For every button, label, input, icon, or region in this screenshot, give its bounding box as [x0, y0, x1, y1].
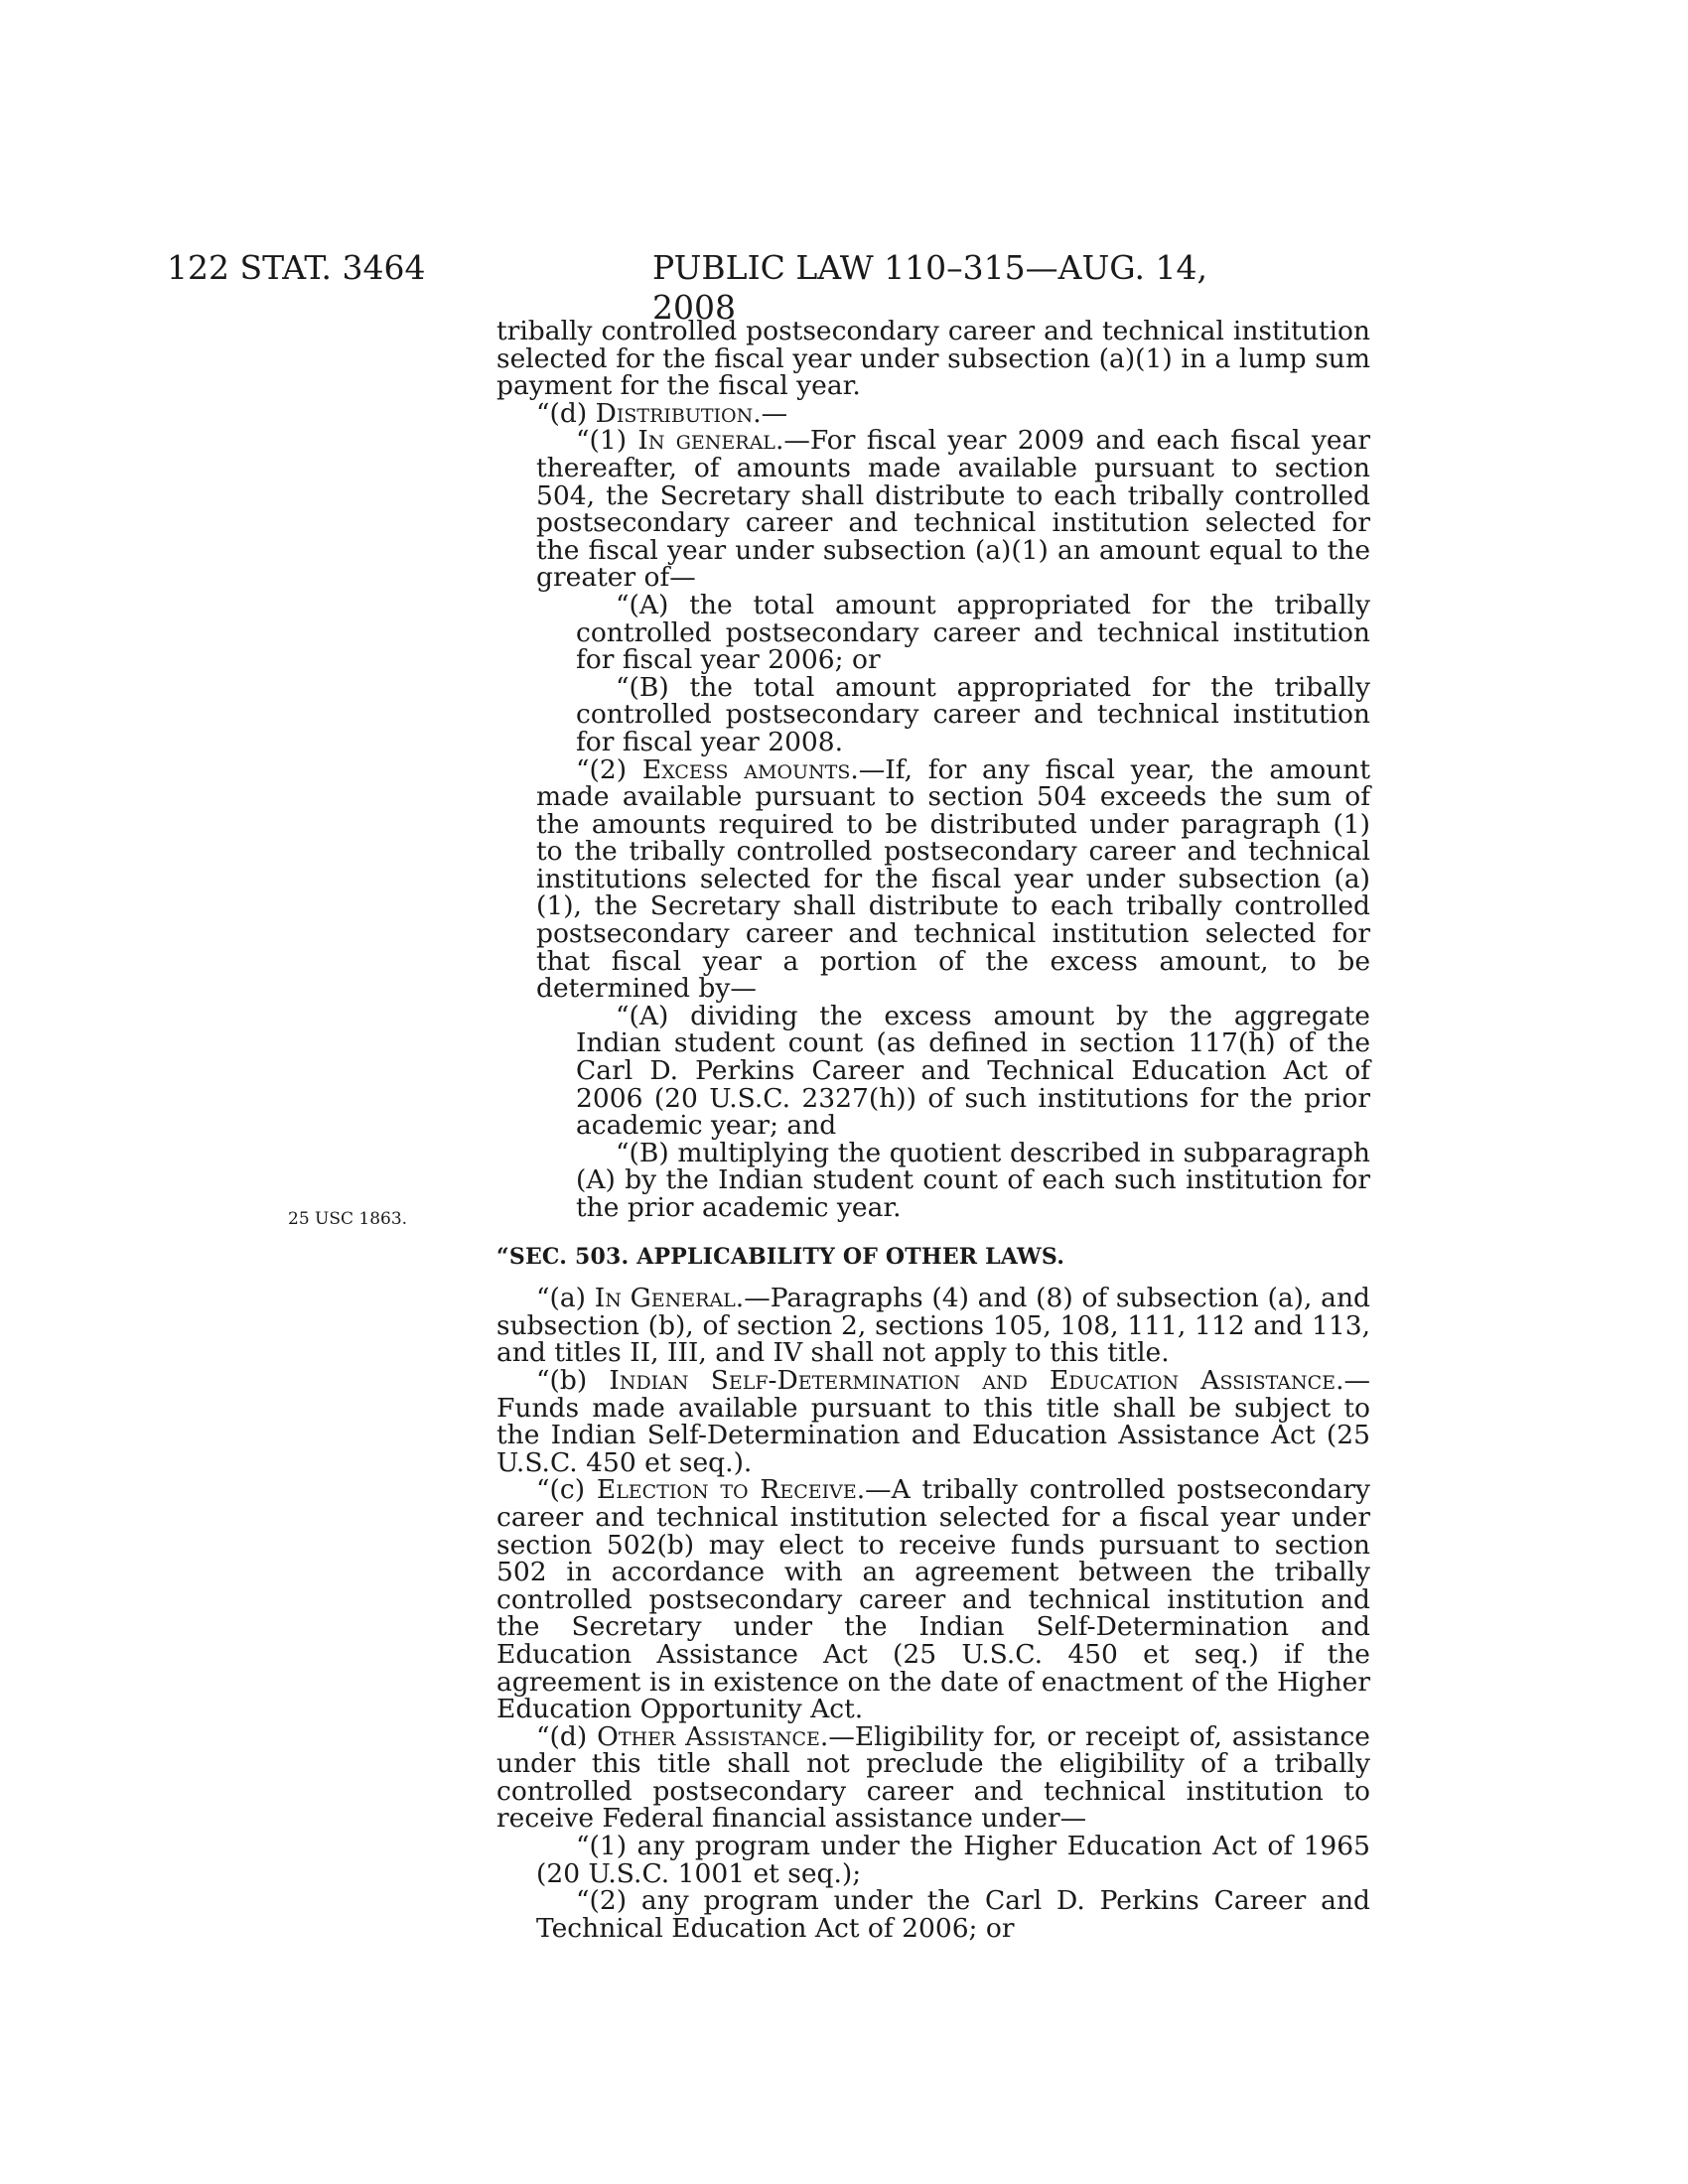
subparagraph-d2b: “(B) multiplying the quotient described in subparagraph (A) by the Indian student count of each such institution for the prior academic year.	[576, 1137, 1370, 1223]
subsection-d-number: “(d)	[536, 397, 588, 429]
subsection-d-other-title: Other Assistance	[597, 1720, 820, 1752]
paragraph-d2-title: Excess amounts	[641, 753, 851, 785]
paragraph-d1-number: “(1)	[576, 425, 628, 457]
subsection-a-title: In General	[594, 1283, 736, 1314]
subsection-d-dash: .—	[753, 397, 788, 429]
paragraph-d2-text: .—If, for any fiscal year, the amount made available pursuant to section 504 exceeds the sum of the amounts required to be distributed under paragraph (1) to the tribally controlled postsecondary career and technical institutions selected for the fiscal year under subsection (a)(1), the Secretary shall distribute to each tribally controlled postsecondary career and technical institution selected for that fiscal year a portion of the excess amount, to be determined by—	[536, 753, 1370, 1005]
public-law-citation: PUBLIC LAW 110–315—AUG. 14, 2008	[652, 248, 1207, 327]
subsection-d-other	[496, 1720, 1370, 1835]
paragraph-d1	[496, 427, 1370, 592]
subsection-d-title: Distribution	[595, 397, 754, 429]
subsection-b-number: “(b)	[536, 1364, 588, 1396]
subsection-d-other-number: “(d)	[536, 1720, 588, 1752]
subsection-a-text: .—Paragraphs (4) and (8) of subsection (a), and subsection (b), of section 2, sections 105, 108, 111, 112 and 113, and titles II, III, and IV shall not apply to this title.	[496, 1283, 1370, 1369]
document-body	[496, 318, 1370, 1942]
running-header	[167, 248, 1217, 327]
subparagraph-d1b: “(B) the total amount appropriated for the tribally controlled postsecondary career and technical institution for fiscal year 2008.	[576, 671, 1370, 757]
subsection-d-heading	[496, 397, 1370, 429]
subsection-c-text: .—A tribally controlled postsecondary career and technical institution selected for a fiscal year under section 502(b) may elect to receive funds pursuant to section 502 in accordance with an agreement between the tribally controlled postsecondary career and technical institution and the Secretary under the Indian Self-Determination and Education Assistance Act (25 U.S.C. 450 et seq.) if the agreement is in existence on the date of enactment of the Higher Education Opportunity Act.	[496, 1474, 1370, 1725]
subsection-a	[496, 1285, 1370, 1367]
subsection-b-title: Indian Self-Determination and Education Assistance	[609, 1364, 1336, 1396]
subsection-a-number: “(a)	[536, 1283, 587, 1314]
subparagraph-d2a: “(A) dividing the excess amount by the aggregate Indian student count (as defined in section 117(h) of the Carl D. Perkins Career and Technical Education Act of 2006 (20 U.S.C. 2327(h)) of such institutions for the prior academic year; and	[576, 1000, 1370, 1142]
paragraph-continuation: tribally controlled postsecondary career and technical institution selected for the fiscal year under subsection (a)(1) in a lump sum payment for the fiscal year.	[496, 316, 1370, 402]
subsection-b-text: .—Funds made available pursuant to this title shall be subject to the Indian Self-Determination and Education Assistance Act (25 U.S.C. 450 et seq.).	[496, 1364, 1370, 1478]
paragraph-od2: “(2) any program under the Carl D. Perkins Career and Technical Education Act of 2006; or	[536, 1885, 1370, 1944]
paragraph-d1-title: In general	[637, 425, 775, 457]
subsection-b	[496, 1364, 1370, 1478]
subsection-d-other-text: .—Eligibility for, or receipt of, assistance under this title shall not preclude the eligibility of a tribally controlled postsecondary career and technical institution to receive Federal financial assistance under—	[496, 1720, 1370, 1835]
subsection-c-number: “(c)	[536, 1474, 586, 1506]
subsection-c-title: Election to Receive	[596, 1474, 857, 1506]
subsection-c	[496, 1474, 1370, 1725]
section-503-heading: “SEC. 503. APPLICABILITY OF OTHER LAWS.	[496, 1243, 1065, 1270]
paragraph-d1-text: .—For fiscal year 2009 and each fiscal year thereafter, of amounts made available pursuant to section 504, the Secretary shall distribute to each tribally controlled postsecondary career and technical institution selected for the fiscal year under subsection (a)(1) an amount equal to the greater of—	[536, 425, 1370, 594]
subparagraph-d1a: “(A) the total amount appropriated for the tribally controlled postsecondary career and technical institution for fiscal year 2006; or	[576, 589, 1370, 676]
paragraph-od1: “(1) any program under the Higher Education Act of 1965 (20 U.S.C. 1001 et seq.);	[536, 1831, 1370, 1889]
margin-citation: 25 USC 1863.	[288, 1209, 408, 1229]
paragraph-d2	[496, 753, 1370, 1005]
statute-page-number: 122 STAT. 3464	[167, 248, 426, 287]
paragraph-d2-number: “(2)	[576, 753, 628, 785]
